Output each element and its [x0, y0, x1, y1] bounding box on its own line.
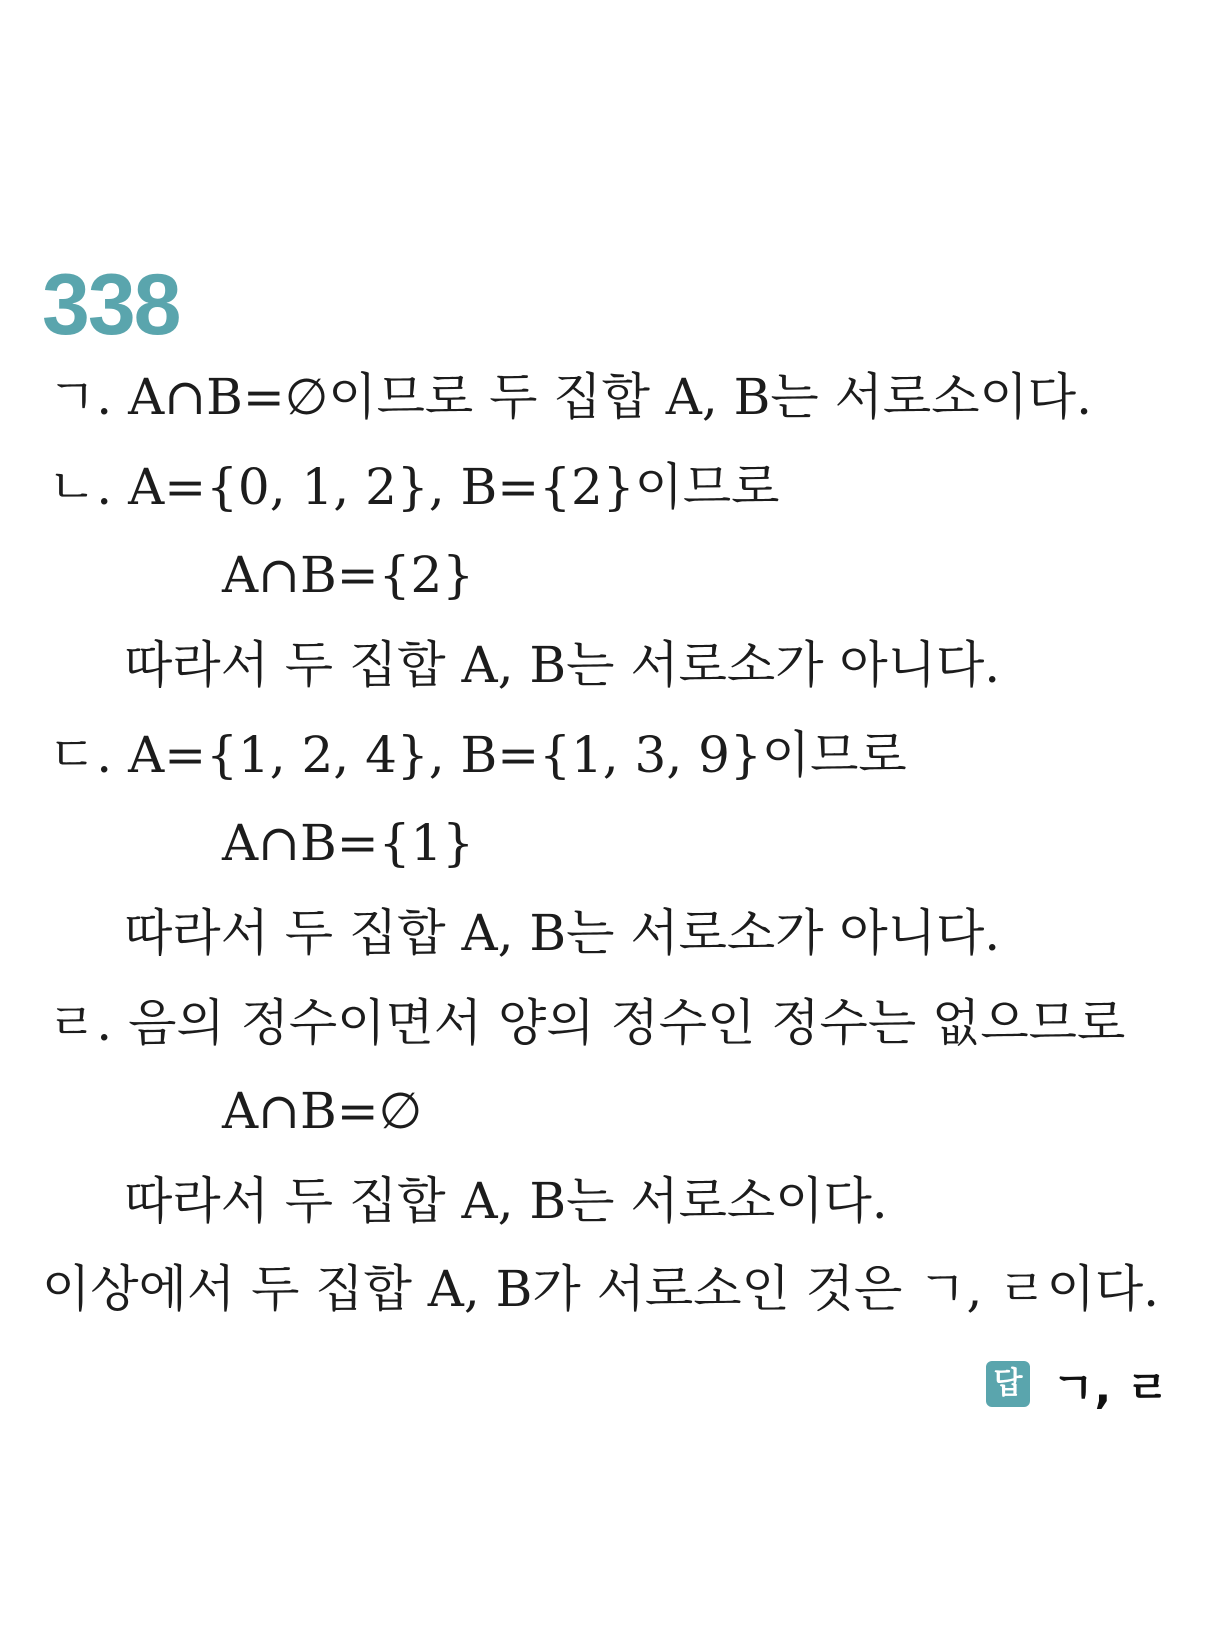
answer-badge: 답	[986, 1361, 1030, 1407]
solution-line-1: ㄱ. A∩B=∅이므로 두 집합 A, B는 서로소이다.	[48, 368, 1092, 426]
answer-row	[986, 1352, 1169, 1416]
conclusion-line: 이상에서 두 집합 A, B가 서로소인 것은 ㄱ, ㄹ이다.	[42, 1260, 1160, 1318]
solution-line-6: A∩B={1}	[222, 814, 475, 872]
solution-line-7: 따라서 두 집합 A, B는 서로소가 아니다.	[124, 904, 1001, 962]
solution-line-9: A∩B=∅	[222, 1082, 423, 1140]
solution-line-2: ㄴ. A={0, 1, 2}, B={2}이므로	[48, 458, 780, 516]
solution-line-10: 따라서 두 집합 A, B는 서로소이다.	[124, 1172, 888, 1230]
solution-line-3: A∩B={2}	[222, 546, 475, 604]
solution-line-8: ㄹ. 음의 정수이면서 양의 정수인 정수는 없으므로	[48, 994, 1126, 1052]
solution-line-5: ㄷ. A={1, 2, 4}, B={1, 3, 9}이므로	[48, 726, 907, 784]
answer-value: ㄱ, ㄹ	[1051, 1363, 1169, 1414]
solution-line-4: 따라서 두 집합 A, B는 서로소가 아니다.	[124, 636, 1001, 694]
problem-number: 338	[42, 257, 180, 353]
